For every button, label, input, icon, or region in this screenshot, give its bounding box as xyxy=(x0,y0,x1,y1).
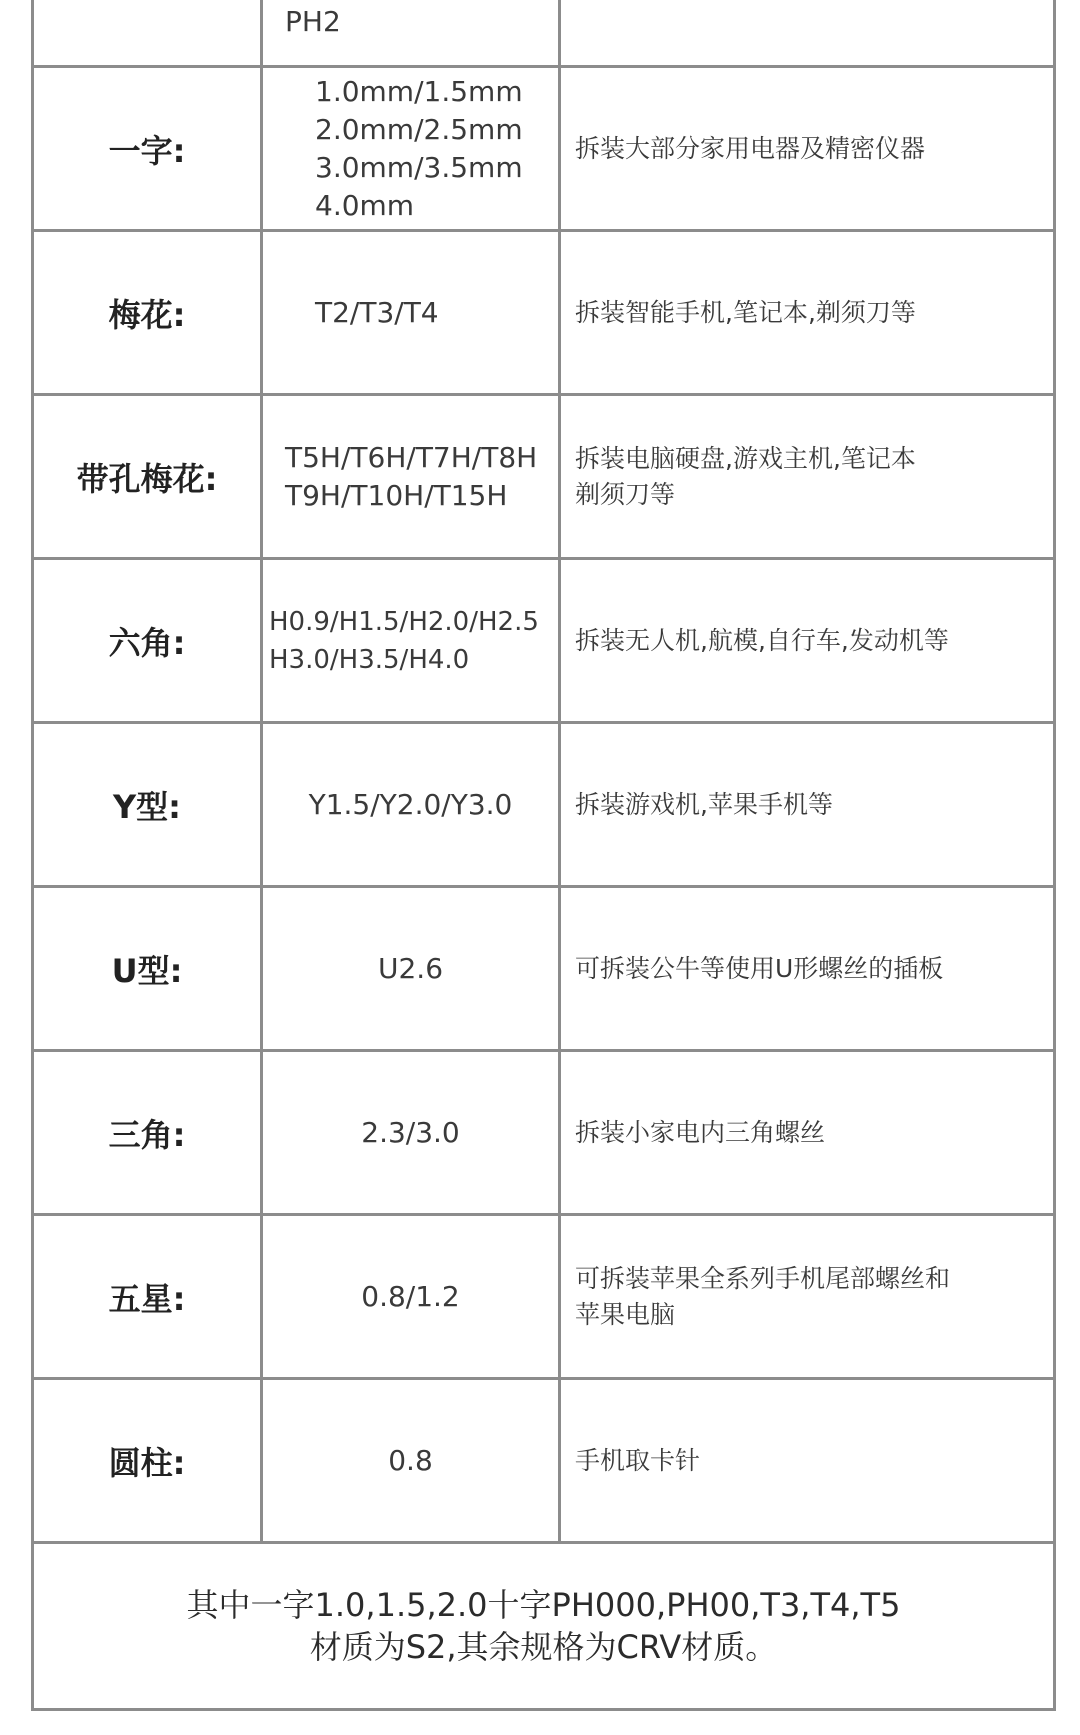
bit-type: 三角: xyxy=(33,1051,262,1215)
bit-usage-line: 拆装游戏机,苹果手机等 xyxy=(575,789,833,819)
table-row xyxy=(33,1379,1055,1543)
footer-row xyxy=(33,1543,1055,1710)
bit-spec-line: T5H/T6H/T7H/T8H xyxy=(285,440,538,474)
bit-type: Y型: xyxy=(33,723,262,887)
bit-spec-line: 1.0mm/1.5mm xyxy=(315,74,523,108)
bit-usage-line: 可拆装公牛等使用U形螺丝的插板 xyxy=(575,953,944,983)
material-note-line: 其中一字1.0,1.5,2.0十字PH000,PH00,T3,T4,T5 xyxy=(186,1586,901,1624)
material-note xyxy=(33,1543,1055,1710)
bit-spec xyxy=(262,1215,560,1379)
bit-spec xyxy=(262,887,560,1051)
bit-spec-line: 0.8/1.2 xyxy=(361,1279,460,1313)
table-row xyxy=(33,723,1055,887)
table-row xyxy=(33,231,1055,395)
bit-spec-line: T9H/T10H/T15H xyxy=(285,478,508,512)
table-row xyxy=(33,1051,1055,1215)
bit-spec xyxy=(262,395,560,559)
bit-type: 梅花: xyxy=(33,231,262,395)
bit-usage-line: 拆装无人机,航模,自行车,发动机等 xyxy=(575,625,949,655)
bit-usage xyxy=(560,1051,1055,1215)
bit-type: 带孔梅花: xyxy=(33,395,262,559)
bit-spec-line: PH2 xyxy=(285,5,341,38)
table-row xyxy=(33,0,1055,67)
bit-spec-line: 4.0mm xyxy=(315,188,415,222)
bit-spec-line: 3.0mm/3.5mm xyxy=(315,150,523,184)
bit-usage xyxy=(560,887,1055,1051)
bit-spec-line: U2.6 xyxy=(377,951,444,985)
bit-usage xyxy=(560,395,1055,559)
bit-usage xyxy=(560,0,1055,67)
bit-spec-line: Y1.5/Y2.0/Y3.0 xyxy=(308,787,513,821)
bit-type: 一字: xyxy=(33,67,262,231)
bit-usage-line: 可拆装苹果全系列手机尾部螺丝和 xyxy=(575,1263,951,1293)
table-row xyxy=(33,1215,1055,1379)
bit-type: 六角: xyxy=(33,559,262,723)
bit-spec xyxy=(262,0,560,67)
bit-usage xyxy=(560,1379,1055,1543)
bit-spec-line: 0.8 xyxy=(388,1443,433,1477)
bit-usage-line: 拆装大部分家用电器及精密仪器 xyxy=(575,133,926,163)
bit-spec xyxy=(262,723,560,887)
bit-usage-line: 拆装电脑硬盘,游戏主机,笔记本 xyxy=(575,443,916,473)
table-row xyxy=(33,395,1055,559)
bit-spec xyxy=(262,231,560,395)
bit-spec-line: H3.0/H3.5/H4.0 xyxy=(269,644,470,675)
bit-type xyxy=(33,0,262,67)
bit-spec-line: 2.0mm/2.5mm xyxy=(315,112,523,146)
bit-usage xyxy=(560,67,1055,231)
bit-usage-line: 拆装小家电内三角螺丝 xyxy=(575,1117,826,1147)
bit-usage-line: 手机取卡针 xyxy=(575,1445,701,1475)
bit-spec-line: H0.9/H1.5/H2.0/H2.5 xyxy=(269,606,539,637)
bit-usage xyxy=(560,723,1055,887)
bit-type: U型: xyxy=(33,887,262,1051)
bit-usage xyxy=(560,559,1055,723)
bit-spec-line: 2.3/3.0 xyxy=(361,1115,460,1149)
table-row xyxy=(33,559,1055,723)
bit-usage-line: 苹果电脑 xyxy=(575,1299,676,1329)
bit-usage-line: 剃须刀等 xyxy=(575,479,676,509)
bit-spec xyxy=(262,559,560,723)
material-note-line: 材质为S2,其余规格为CRV材质。 xyxy=(309,1628,778,1666)
bit-spec xyxy=(262,1379,560,1543)
table-row xyxy=(33,887,1055,1051)
bit-spec xyxy=(262,1051,560,1215)
bit-type: 五星: xyxy=(33,1215,262,1379)
bit-usage-line: 拆装智能手机,笔记本,剃须刀等 xyxy=(575,297,916,327)
bit-spec xyxy=(262,67,560,231)
bit-type: 圆柱: xyxy=(33,1379,262,1543)
bit-spec-line: T2/T3/T4 xyxy=(315,295,439,329)
bit-usage xyxy=(560,1215,1055,1379)
bit-usage xyxy=(560,231,1055,395)
screwdriver-spec-table xyxy=(31,0,1056,1711)
table-row xyxy=(33,67,1055,231)
